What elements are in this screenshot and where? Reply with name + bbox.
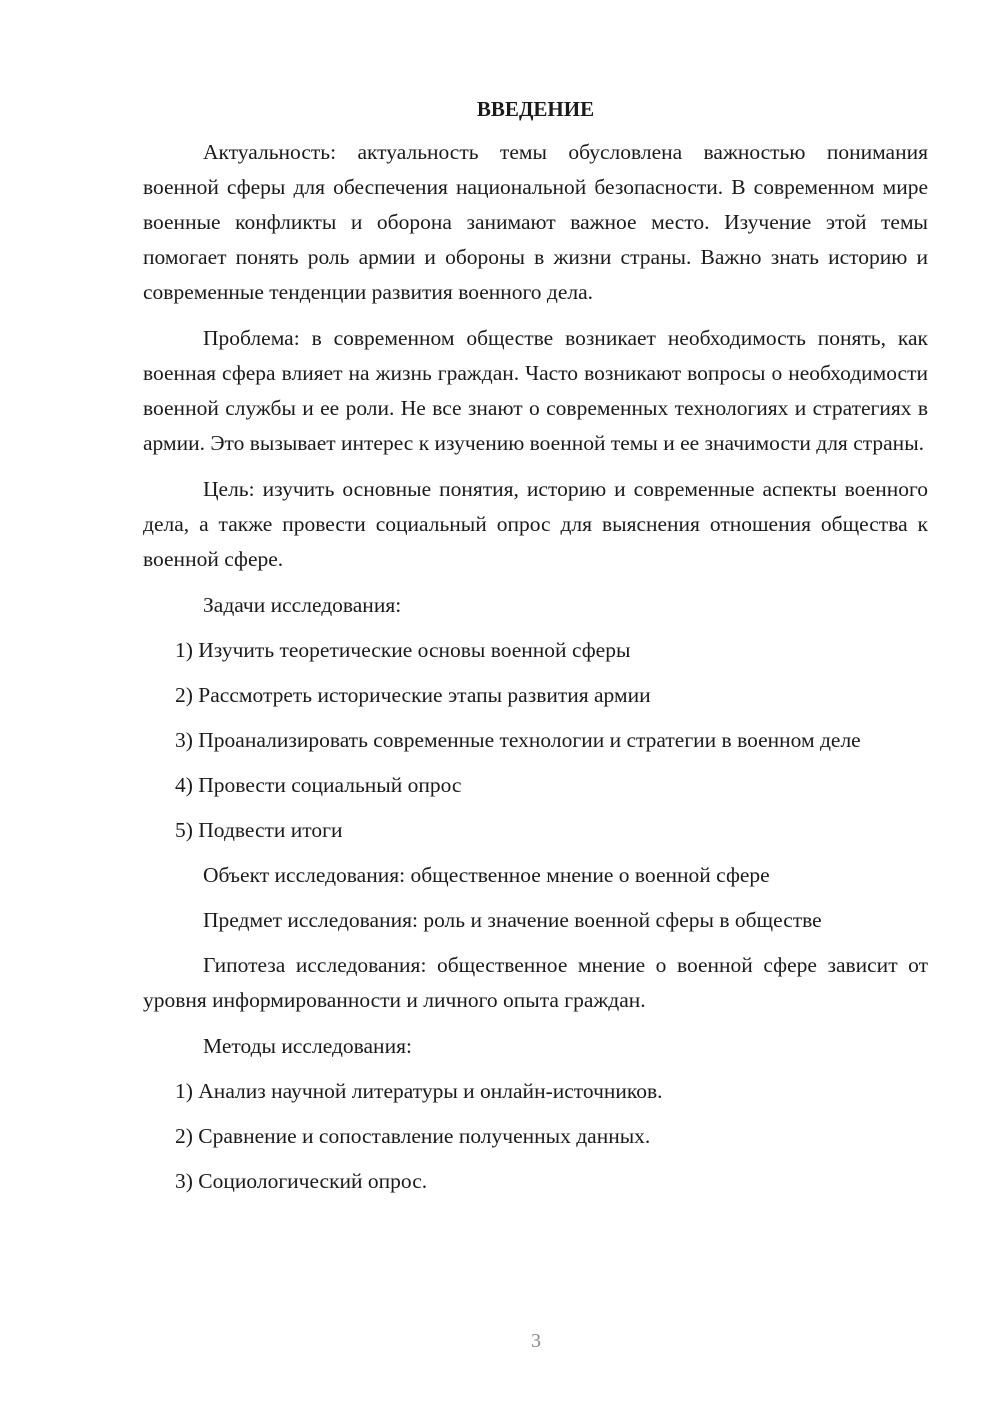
hypothesis-paragraph: Гипотеза исследования: общественное мнение о военной сфере зависит от уровня информированности и личного опыта граждан.: [143, 953, 928, 1012]
task-item: 2) Рассмотреть исторические этапы развития армии: [175, 683, 651, 707]
task-item: 4) Провести социальный опрос: [175, 773, 462, 797]
task-item: 5) Подвести итоги: [175, 818, 343, 842]
method-item: 1) Анализ научной литературы и онлайн-источников.: [175, 1079, 663, 1103]
page-number: 3: [531, 1330, 541, 1352]
methods-label: Методы исследования:: [203, 1034, 412, 1058]
tasks-list: [143, 633, 928, 848]
subject-line: Предмет исследования: роль и значение военной сферы в обществе: [203, 908, 822, 932]
page-title: ВВЕДЕНИЕ: [476, 97, 595, 121]
problem-paragraph: Проблема: в современном обществе возникает необходимость понять, как военная сфера влияет на жизнь граждан. Часто возникают вопросы о необходимости военной службы и ее роли. Не все знают о современных технологиях и стратегиях в армии. Это вызывает интерес к изучению военной темы и ее значимости для страны.: [143, 326, 928, 455]
method-item: 3) Социологический опрос.: [175, 1169, 428, 1193]
goal-paragraph: Цель: изучить основные понятия, историю и современные аспекты военного дела, а также провести социальный опрос для выяснения отношения общества к военной сфере.: [143, 477, 928, 571]
task-item: 1) Изучить теоретические основы военной сферы: [175, 638, 631, 662]
methods-list: [143, 1074, 928, 1199]
object-line: Объект исследования: общественное мнение о военной сфере: [203, 863, 770, 887]
method-item: 2) Сравнение и сопоставление полученных данных.: [175, 1124, 651, 1148]
task-item: 3) Проанализировать современные технологии и стратегии в военном деле: [175, 728, 861, 752]
relevance-paragraph: Актуальность: актуальность темы обусловлена важностью понимания военной сферы для обеспечения национальной безопасности. В современном мире военные конфликты и оборона занимают важное место. Изучение этой темы помогает понять роль армии и обороны в жизни страны. Важно знать историю и современные тенденции развития военного дела.: [143, 140, 928, 304]
document-page: [143, 90, 928, 1209]
tasks-label: Задачи исследования:: [203, 593, 402, 617]
